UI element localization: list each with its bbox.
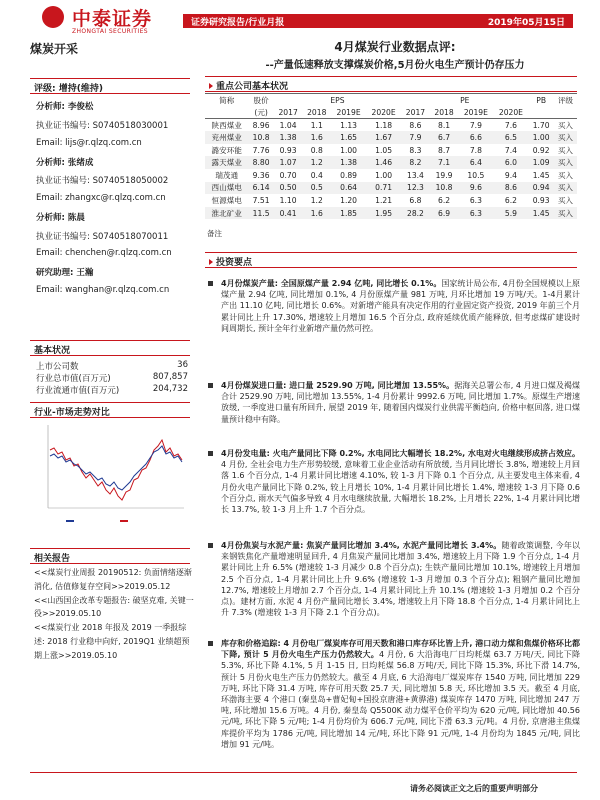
company-name: 陕西煤业: [205, 119, 248, 132]
analyst-3-email[interactable]: Email: chenchen@r.qlzq.com.cn: [36, 248, 172, 258]
table-row: [205, 182, 577, 195]
table-cell: 1.45: [528, 169, 553, 182]
table-cell: 1.00: [366, 169, 401, 182]
investment-point: 4月份焦炭与水泥产量: 焦炭产量同比增加 3.4%, 水泥产量同比增长 3.4%。随着政策调整, 今年以来钢铁焦化产量增速明显回升, 4 月焦炭产量同比增加 3.4%, 增速较上月下降 1.9 个百分点, 1-4 月累计同比上升 6.5% (增速较 1-3 月减少 0.8 个百分点); 生铁产量同比增加 10.1%, 增速较上月增加 2.5 个百分点, 1-4 月累计同比上升 9.6% (增速较 1-3 月增加 0.3 个百分点); 粗钢产量同比增加 12.7%, 增速较上月增加 2.7 个百分点, 1-4 月累计同比上升 10.1% (增速较 1-3 月增加 0.2 个百分点)。建材方面, 水泥 4 月份产量同比增长 3.4%, 增速较上月下降 18.8 个百分点, 1-4 月累计同比上升 7.3% (增速较 1-3 月下降 2.1 个百分点)。: [208, 540, 580, 618]
table-cell: 1.45: [528, 207, 553, 220]
table-cell: 8.2: [401, 156, 430, 169]
basic-status-heading: 基本状况: [30, 340, 190, 356]
table-cell: 13.4: [401, 169, 430, 182]
col-pe: PE: [401, 94, 528, 107]
table-cell: 10.5: [458, 169, 493, 182]
table-cell: 5.9: [493, 207, 528, 220]
footer-divider: [30, 772, 577, 773]
rating-heading: 评级: 增持(维持): [30, 78, 190, 94]
company-name: 淮北矿业: [205, 207, 248, 220]
table-row: [205, 194, 577, 207]
report-date: 2019年05月15日: [487, 18, 565, 28]
table-cell: 1.00: [528, 131, 553, 144]
legend-market-swatch: [66, 520, 74, 522]
table-cell: 9.6: [458, 182, 493, 195]
analyst-3-cert: 执业证书编号: S0740518070011: [36, 232, 169, 242]
table-cell: 1.6: [302, 131, 331, 144]
table-cell: 8.80: [248, 156, 273, 169]
company-name: 恒源煤电: [205, 194, 248, 207]
investment-point: 4月份发电量: 火电产量同比下降 0.2%, 水电同比大幅增长 18.2%, 水电对火电继续形成挤占效应。4 月份, 全社会电力生产形势较缓, 意味着工业企业活动有所放缓, 当月同比增长 3.8%, 增速较上月回落 1.6 个百分点, 1-4 月累计同比增速 4.10%, 较 1-3 月下降 0.1 个百分点, 从主要发电主体来看, 4 月份火电产量同比下降 0.2%, 较上月增长 10%, 1-4 月累计同比增长 1.4%, 增速较 1-3 月下降 0.6 个百分点, 雨水天气偏多导致 4 月水电继续放量, 大幅增长 18.2%, 上月增长 22%, 1-4 月累计同比增长 13.7%, 较 1-3 月上升 1.7 个百分点。: [208, 448, 580, 515]
table-cell: 0.64: [331, 182, 366, 195]
table-cell: 6.6: [458, 131, 493, 144]
table-row: [205, 156, 577, 169]
analyst-2-cert: 执业证书编号: S0740518050002: [36, 176, 169, 186]
col-eps: EPS: [274, 94, 401, 107]
table-cell: 1.67: [366, 131, 401, 144]
company-table-heading: 重点公司基本状况: [205, 76, 577, 92]
company-name: 潞安环能: [205, 144, 248, 157]
series-market-line: [50, 446, 182, 490]
table-cell: 28.2: [401, 207, 430, 220]
table-cell: 0.94: [528, 182, 553, 195]
col-price: 股价: [248, 94, 273, 107]
table-cell: 6.3: [458, 194, 493, 207]
company-name: 西山煤电: [205, 182, 248, 195]
table-cell: 0.71: [366, 182, 401, 195]
sector-name: 煤炭开采: [30, 42, 79, 56]
table-cell: 7.6: [493, 119, 528, 132]
table-cell: 1.65: [331, 131, 366, 144]
report-header-bar: [183, 14, 573, 28]
table-cell: 7.9: [401, 131, 430, 144]
table-cell: 1.09: [528, 156, 553, 169]
table-cell: 1.85: [331, 207, 366, 220]
investment-point: 4月份煤炭产量: 全国原煤产量 2.94 亿吨, 同比增长 0.1%。国家统计局公布, 4月份全国规模以上原煤产量 2.94 亿吨, 同比增加 0.1%, 4 月份原煤产量 981 万吨, 月环比增加 19 万吨/天。1-4月累计产出 11.10 亿吨, 同比增长 0.6%。对新增产能具有决定作用的行业固定资产投资, 2019 年前三个月累计同比上升 17.30%, 增速较上月增加 16.5 个百分点, 政府延续优质产能释放, 但考虑煤矿建设时间周期长, 预计全年行业新增产量仍然可控。: [208, 278, 580, 334]
table-cell: 买入: [554, 169, 577, 182]
series-industry-line: [50, 440, 182, 500]
basic-row: 上市公司数 36: [36, 360, 188, 372]
related-item[interactable]: <<山西国企改革专题报告: 破坚克难, 关键一役>>2019.05.10: [34, 595, 194, 619]
table-cell: 1.04: [274, 119, 303, 132]
table-cell: 8.7: [430, 144, 459, 157]
table-cell: 0.4: [302, 169, 331, 182]
table-row: [205, 207, 577, 220]
table-cell: 0.93: [528, 194, 553, 207]
table-cell: 6.8: [401, 194, 430, 207]
bullet-icon: [208, 641, 213, 646]
company-name: 瑞茂通: [205, 169, 248, 182]
company-name: 兖州煤业: [205, 131, 248, 144]
table-cell: 1.2: [302, 156, 331, 169]
table-cell: 买入: [554, 194, 577, 207]
table-cell: 1.95: [366, 207, 401, 220]
related-item[interactable]: <<煤炭行业周报 20190512: 负面情绪逐渐消化, 估值修复存空间>>2019.05.12: [34, 568, 192, 591]
table-cell: 19.9: [430, 169, 459, 182]
col-price-unit: (元): [248, 106, 273, 119]
report-subtitle: --产量低速释放支撑煤炭价格,5月份火电生产预计仍存压力: [265, 60, 525, 71]
trend-chart: [36, 420, 188, 530]
table-cell: 1.00: [331, 144, 366, 157]
table-cell: 0.93: [274, 144, 303, 157]
investment-point: 库存和价格追踪: 4 月份电厂煤炭库存可用天数和港口库存环比皆上升, 港口动力煤和焦煤价格环比都下降, 预计 5 月份火电生产压力仍然较大。4 月份, 6 大沿海电厂日均耗煤 63.7 万吨/天, 同比下降 5.3%, 环比下降 4.1%, 5 月 1-15 日, 日均耗煤 56.8 万吨/天, 同比下降 15.3%, 环比下滑 14.7%, 预计 5 月份火电生产压力仍然较大。截至 4 月底, 6 大沿海电厂煤炭库存 1540 万吨, 同比增加 229 万吨, 环比下降 31.4 万吨, 库存可用天数 25.7 天, 同比增加 5.8 天, 环比增加 3.5 天。截至 4 月底, 环渤海主要 4 个港口 (秦皇岛+曹妃甸+国投京唐港+黄骅港) 煤炭库存 1470 万吨, 同比增加 247 万吨, 环比增加 15.6 万吨。4 月份, 秦皇岛 Q5500K 动力煤平仓价平均为 620 元/吨, 同比增加 40.56 元/吨, 环比下降 5 元/吨; 1-4 月份均价为 606.7 元/吨, 同比下滑 63.3 元/吨。4 月份, 京唐港主焦煤库提价平均为 1786 元/吨, 同比增加 14 元/吨, 环比下降 91 元/吨, 1-4 月份均为 1845 元/吨, 同比增加 91 元/吨。: [208, 638, 580, 750]
table-cell: 1.18: [366, 119, 401, 132]
table-cell: 1.46: [366, 156, 401, 169]
table-row: [205, 131, 577, 144]
trend-heading: 行业-市场走势对比: [30, 402, 190, 418]
table-cell: 1.20: [331, 194, 366, 207]
investment-point: 4月份煤炭进口量: 进口量 2529.90 万吨, 同比增加 13.55%。据海关总署公布, 4 月进口煤及褐煤合计 2529.90 万吨, 同比增加 13.55%, 1-4 月份累计 9992.6 万吨, 同比增加 1.7%。原煤生产增速放缓, 一季度进口量有所回升, 展望 2019 年, 随着国内煤炭行业供需平衡趋向, 价格中枢回落, 进口煤量预计稳中有降。: [208, 380, 580, 425]
bullet-icon: [208, 543, 213, 548]
col-name: 简称: [205, 94, 248, 107]
table-cell: 买入: [554, 207, 577, 220]
analyst-3-name: 分析师: 陈晨: [36, 213, 85, 223]
table-cell: 7.9: [458, 119, 493, 132]
table-cell: 1.07: [274, 156, 303, 169]
col-rating: 评级: [554, 94, 577, 107]
table-cell: 1.05: [366, 144, 401, 157]
bullet-icon: [208, 383, 213, 388]
investment-heading: 投资要点: [205, 252, 577, 268]
table-cell: 买入: [554, 156, 577, 169]
table-cell: 1.38: [331, 156, 366, 169]
related-item[interactable]: <<煤炭行业 2018 年报及 2019 一季报综述: 2018 行业稳中向好, 2019Q1 业绩超预期上涨>>2019.05.10: [34, 623, 190, 660]
table-row: [205, 144, 577, 157]
table-cell: 0.92: [528, 144, 553, 157]
table-cell: 0.8: [302, 144, 331, 157]
analyst-1-cert: 执业证书编号: S0740518030001: [36, 121, 169, 131]
table-cell: 8.6: [493, 182, 528, 195]
company-table: 简称 股价 EPS PE PB 评级 (元) 2017 2018 2019E 2020E 2017 2018 2019E 2020E 陕西煤业 8.96 1.04 1.1 1.13 1.18 8.6 8.1 7.9 7.6 1.70 买入 兖州煤业 10.8 1.38 1.6 1.65 1.67 7.9 6.7 6.6 6.5 1.00 买入 潞安环能 7.76 0.93 0.8 1.00 1.05 8.3 8.7 7.8 7.4 0.92 买入 露天煤业 8.80 1.07 1.2 1.38 1.46 8.2 7.1 6.4 6.0 1.09 买入 瑞茂通 9.36 0.70 0.4 0.89 1.00 13.4 19.9 10.5 9.4 1.45 买入 西山煤电 6.14 0.50 0.5 0.64 0.71 12.3 10.8 9.6 8.6 0.94 买入 恒源煤电 7.51 1.10 1.2 1.20 1.21 6.8 6.2 6.3 6.2 0.93 买入 淮北矿业 11.5 0.41 1.6 1.85 1.95 28.2 6.9 6.3 5.9 1.45 买入: [205, 93, 577, 219]
table-row: [205, 169, 577, 182]
table-cell: 6.14: [248, 182, 273, 195]
table-cell: 6.4: [458, 156, 493, 169]
table-cell: 6.2: [493, 194, 528, 207]
analyst-2-email[interactable]: Email: zhangxc@r.qlzq.com.cn: [36, 193, 166, 203]
table-cell: 7.4: [493, 144, 528, 157]
table-cell: 7.8: [458, 144, 493, 157]
table-cell: 买入: [554, 131, 577, 144]
company-name: 露天煤业: [205, 156, 248, 169]
table-cell: 1.13: [331, 119, 366, 132]
brand-logo: [42, 4, 172, 40]
table-cell: 6.9: [430, 207, 459, 220]
bullet-icon: [208, 451, 213, 456]
report-type: 证券研究报告/行业月报: [191, 18, 285, 28]
table-cell: 8.3: [401, 144, 430, 157]
table-cell: 买入: [554, 144, 577, 157]
table-cell: 1.1: [302, 119, 331, 132]
table-cell: 买入: [554, 182, 577, 195]
basic-row: 行业总市值(百万元) 807,857: [36, 372, 188, 384]
table-cell: 10.8: [430, 182, 459, 195]
table-cell: 0.5: [302, 182, 331, 195]
report-title: 4月煤炭行业数据点评:: [334, 40, 456, 54]
table-cell: 11.5: [248, 207, 273, 220]
table-cell: 7.51: [248, 194, 273, 207]
table-cell: 6.7: [430, 131, 459, 144]
table-cell: 0.50: [274, 182, 303, 195]
table-cell: 1.21: [366, 194, 401, 207]
table-cell: 7.1: [430, 156, 459, 169]
table-cell: 7.76: [248, 144, 273, 157]
table-cell: 9.4: [493, 169, 528, 182]
analyst-1-name: 分析师: 李俊松: [36, 102, 94, 112]
table-cell: 12.3: [401, 182, 430, 195]
col-pb: PB: [528, 94, 553, 107]
table-note: 备注: [207, 229, 222, 238]
brand-name-cn: 中泰证券: [72, 8, 153, 30]
bullet-icon: [208, 281, 213, 286]
brand-name-en: ZHONGTAI SECURITIES: [72, 28, 149, 35]
table-cell: 1.70: [528, 119, 553, 132]
table-cell: 8.96: [248, 119, 273, 132]
table-cell: 6.2: [430, 194, 459, 207]
table-cell: 9.36: [248, 169, 273, 182]
assistant-email[interactable]: Email: wanghan@r.qlzq.com.cn: [36, 285, 170, 295]
table-cell: 6.5: [493, 131, 528, 144]
table-cell: 6.0: [493, 156, 528, 169]
table-cell: 6.3: [458, 207, 493, 220]
table-cell: 买入: [554, 119, 577, 132]
table-cell: 0.89: [331, 169, 366, 182]
brand-mark-icon: [42, 6, 64, 28]
assistant-name: 研究助理: 王瀚: [36, 268, 94, 278]
table-cell: 1.2: [302, 194, 331, 207]
table-cell: 1.6: [302, 207, 331, 220]
footer-disclaimer: 请务必阅读正文之后的重要声明部分: [410, 784, 538, 793]
analyst-2-name: 分析师: 张绪成: [36, 158, 94, 168]
table-cell: 1.38: [274, 131, 303, 144]
table-cell: 8.6: [401, 119, 430, 132]
legend-industry-swatch: [120, 520, 128, 522]
table-cell: 0.41: [274, 207, 303, 220]
table-cell: 8.1: [430, 119, 459, 132]
table-cell: 0.70: [274, 169, 303, 182]
table-cell: 1.10: [274, 194, 303, 207]
table-cell: 10.8: [248, 131, 273, 144]
analyst-1-email[interactable]: Email: lijs@r.qlzq.com.cn: [36, 138, 142, 148]
basic-row: 行业流通市值(百万元) 204,732: [36, 384, 188, 396]
related-list: [34, 566, 194, 663]
related-heading: 相关报告: [30, 548, 190, 564]
table-row: [205, 119, 577, 132]
